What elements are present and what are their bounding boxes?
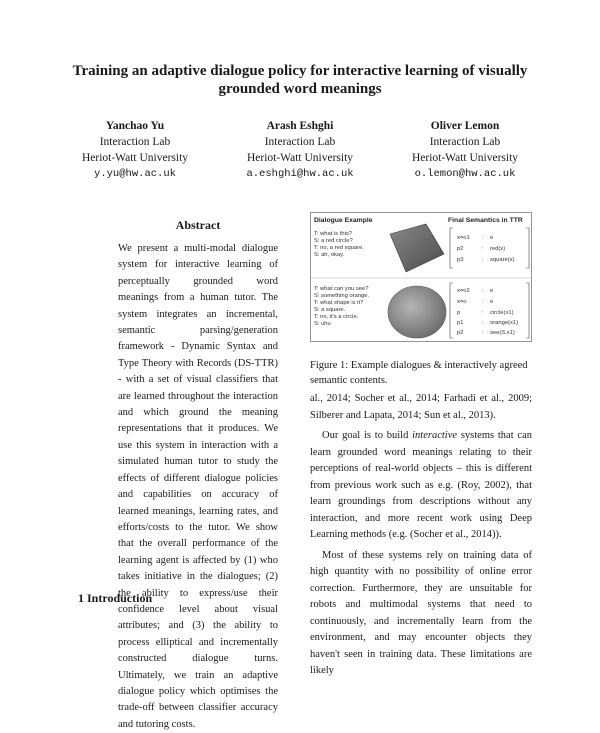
dialogue-line: S: ah, okay. bbox=[314, 252, 345, 258]
paper-title: Training an adaptive dialogue policy for interactive learning of visually grounded word meanings bbox=[72, 63, 528, 97]
ttr-sep: : bbox=[482, 330, 484, 336]
ttr-value: e bbox=[490, 288, 494, 294]
ttr-sep: : bbox=[482, 299, 484, 305]
ttr-sep: : bbox=[482, 235, 484, 241]
text-run: systems that can learn grounded word meanings relating to their perceptions of real-world objects – this is different from previous work such as e.g. (Roy, 2002), that learn groundings from descriptions without any interaction, and more recent work using Deep Learning methods (e.g. (Socher et al., 2014)). bbox=[310, 430, 532, 540]
figure-1-graphic bbox=[310, 212, 532, 342]
ttr-label: x=o bbox=[457, 299, 467, 305]
abstract-heading: Abstract bbox=[175, 218, 221, 232]
figure-right-heading: Final Semantics in TTR bbox=[448, 217, 523, 224]
author-name: Arash Eshghi bbox=[266, 120, 334, 132]
dialogue-line: T: what can you see? bbox=[314, 286, 369, 292]
dialogue-line: S: uhu bbox=[314, 321, 331, 327]
author-2 bbox=[225, 118, 375, 182]
left-column bbox=[118, 218, 278, 733]
author-affiliation: Interaction Lab bbox=[99, 136, 171, 148]
abstract-text: We present a multi-modal dialogue system for interactive learning of perceptually grounded word meanings from a human tutor. The system integrates an incremental, semantic parsing/generation framework - Dynamic Syntax and Type Theory with Records (DS-TTR) - with a set of visual classifiers that are learned throughout the interaction and which ground the meaning representations that it produces. We use this system in interaction with a simulated human tutor to study the effects of different dialogue policies and capabilities on accuracy of learned meanings, learning rates, and efforts/costs to the tutor. We show that the overall performance of the learning agent is affected by (1) who takes initiative in the dialogues; (2) the ability to express/use their confidence level about visual attributes; and (3) the ability to process elliptical and incrementally constructed dialogue turns. Ultimately, we train an adaptive dialogue policy which optimises the trade-off between classifier accuracy and tutoring costs. bbox=[118, 243, 278, 730]
dialogue-line: S: something orange. bbox=[314, 293, 370, 299]
author-university: Heriot-Watt University bbox=[246, 152, 354, 164]
text-run: Our goal is to build bbox=[322, 430, 413, 441]
figure-1 bbox=[310, 212, 532, 342]
ttr-label: p1 bbox=[457, 320, 464, 326]
author-affiliation: Interaction Lab bbox=[264, 136, 336, 148]
author-university: Heriot-Watt University bbox=[81, 152, 189, 164]
author-3 bbox=[390, 118, 540, 182]
ttr-sep: : bbox=[482, 246, 484, 252]
ttr-label: p2 bbox=[457, 246, 464, 252]
ttr-sep: : bbox=[482, 320, 484, 326]
ttr-value: square(x) bbox=[490, 257, 515, 263]
ttr-sep: : bbox=[482, 257, 484, 263]
author-name: Oliver Lemon bbox=[430, 120, 500, 132]
ttr-label: x=o2 bbox=[457, 288, 470, 294]
dialogue-line: S: a square. bbox=[314, 307, 346, 313]
author-block bbox=[60, 118, 540, 182]
ttr-label: p2 bbox=[457, 330, 464, 336]
figure-caption: Figure 1: Example dialogues & interactively agreed semantic contents. bbox=[310, 360, 528, 386]
author-email: y.yu@hw.ac.uk bbox=[94, 168, 176, 180]
dialogue-line: S: a red circle? bbox=[314, 238, 353, 244]
introduction-heading: 1 Introduction bbox=[78, 591, 153, 605]
author-name: Yanchao Yu bbox=[105, 120, 165, 132]
ttr-label: p bbox=[457, 310, 461, 316]
body-paragraph-limitations: Most of these systems rely on training data of high quantity with no possibility of online error correction. Furthermore, they are unsuitable for robots and multimodal systems that need to continuously, and incrementally learn from the environment, and may encounter objects they haven't seen in training data. These limitations are likely bbox=[310, 549, 532, 676]
ttr-value: red(x) bbox=[490, 246, 506, 252]
ttr-value: see(S,x1) bbox=[490, 330, 515, 336]
author-1 bbox=[60, 118, 210, 182]
emphasis-interactive: interactive bbox=[412, 430, 458, 441]
dialogue-line: T: no, a red square. bbox=[314, 245, 364, 251]
author-affiliation: Interaction Lab bbox=[429, 136, 501, 148]
body-paragraph-goal bbox=[310, 428, 532, 544]
figure-left-heading: Dialogue Example bbox=[314, 217, 373, 224]
dialogue-line: T: no, it's a circle. bbox=[314, 314, 359, 320]
author-email: o.lemon@hw.ac.uk bbox=[414, 168, 516, 180]
dialogue-line: T: what shape is it? bbox=[314, 300, 364, 306]
right-column bbox=[310, 212, 532, 684]
author-university: Heriot-Watt University bbox=[411, 152, 519, 164]
ttr-value: circle(x1) bbox=[490, 310, 514, 316]
ttr-label: x=o1 bbox=[457, 235, 470, 241]
ttr-sep: : bbox=[482, 288, 484, 294]
ttr-sep: : bbox=[482, 310, 484, 316]
ttr-value: e bbox=[490, 299, 494, 305]
ttr-value: orange(x1) bbox=[490, 320, 519, 326]
dialogue-line: T: what is this? bbox=[314, 231, 353, 237]
ttr-value: e bbox=[490, 235, 494, 241]
body-paragraph-continuation: al., 2014; Socher et al., 2014; Farhadi et al., 2009; Silberer and Lapata, 2014; Sun et al., 2013). bbox=[310, 393, 532, 421]
ttr-label: p3 bbox=[457, 257, 464, 263]
author-email: a.eshghi@hw.ac.uk bbox=[246, 168, 354, 180]
circle-object-photo bbox=[388, 286, 446, 338]
